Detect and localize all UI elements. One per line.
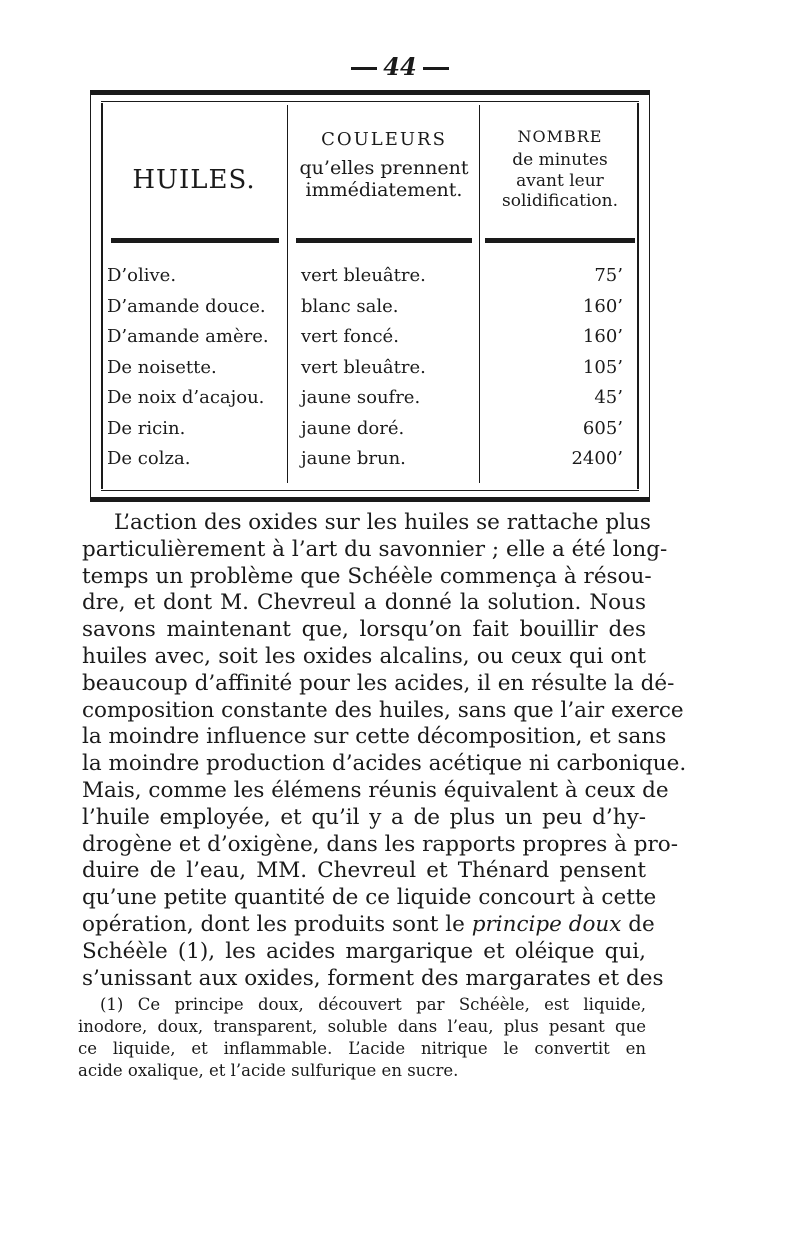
table-body bbox=[103, 265, 643, 479]
table-bottom-rule bbox=[101, 490, 639, 491]
footnote-line: acide oxalique, et l’acide sulfurique en sucre. bbox=[78, 1061, 459, 1080]
oil-name: D’amande amère. bbox=[107, 326, 269, 347]
oil-color: vert foncé. bbox=[301, 326, 399, 347]
body-line: dre, et dont M. Chevreul a donné la solution. Nous bbox=[82, 590, 646, 616]
oil-color: jaune doré. bbox=[301, 417, 405, 439]
body-line: huiles avec, soit les oxides alcalins, ou ceux qui ont bbox=[82, 643, 646, 669]
oil-minutes: 605’ bbox=[582, 417, 623, 439]
body-text-run: de bbox=[621, 911, 655, 937]
body-line: duire de l’eau, MM. Chevreul et Thénard pensent bbox=[82, 858, 646, 884]
table-row bbox=[103, 357, 643, 388]
oil-minutes: 105’ bbox=[582, 356, 623, 378]
table-row bbox=[103, 448, 643, 479]
page-number-text: 44 bbox=[383, 52, 417, 81]
body-line: qu’une petite quantité de ce liquide concourt à cette bbox=[82, 885, 657, 911]
ornament-dash-left bbox=[351, 67, 377, 70]
body-line: temps un problème que Schéèle commença à résou- bbox=[82, 563, 652, 589]
table-row bbox=[103, 296, 643, 327]
body-line: la moindre production d’acides acétique ni carbonique. bbox=[82, 751, 687, 777]
header-minutes bbox=[481, 127, 639, 211]
table-row bbox=[103, 326, 643, 357]
oil-name: De noix d’acajou. bbox=[107, 387, 265, 408]
header-minutes-line: solidification. bbox=[501, 190, 618, 211]
body-line: particulièrement à l’art du savonnier ; elle a été long- bbox=[82, 536, 668, 562]
body-line: savons maintenant que, lorsqu’on fait bouillir des bbox=[82, 617, 646, 643]
header-oils: HUILES. bbox=[132, 165, 256, 195]
body-line: la moindre influence sur cette décomposition, et sans bbox=[82, 724, 667, 750]
oil-minutes: 45’ bbox=[594, 387, 623, 408]
oil-color: jaune soufre. bbox=[301, 387, 421, 408]
header-colors bbox=[291, 129, 477, 202]
oil-name: D’amande douce. bbox=[107, 295, 266, 317]
body-paragraph bbox=[82, 510, 687, 992]
header-minutes-line: avant leur bbox=[516, 170, 604, 191]
oil-color: blanc sale. bbox=[301, 295, 399, 317]
header-rule bbox=[296, 238, 472, 243]
body-line bbox=[82, 911, 655, 939]
body-line: L’action des oxides sur les huiles se rattache plus bbox=[114, 510, 651, 535]
header-minutes-line: de minutes bbox=[512, 150, 608, 171]
oil-minutes: 160’ bbox=[582, 326, 623, 347]
body-line: drogène et d’oxigène, dans les rapports propres à pro- bbox=[82, 831, 678, 857]
table-row bbox=[103, 387, 643, 418]
table-row bbox=[103, 418, 643, 449]
page-number bbox=[0, 52, 800, 81]
oil-name: De ricin. bbox=[107, 417, 186, 439]
header-rule bbox=[485, 238, 635, 243]
footnote-line: ce liquide, et inflammable. L’acide nitrique le convertit en bbox=[78, 1039, 646, 1058]
footnote-line: (1) Ce principe doux, découvert par Schéèle, est liquide, bbox=[100, 995, 646, 1014]
oil-minutes: 160’ bbox=[582, 295, 623, 317]
italic-term-principe-doux: principe doux bbox=[471, 911, 622, 937]
oil-name: D’olive. bbox=[107, 265, 177, 286]
header-minutes-caps: NOMBRE bbox=[517, 127, 603, 146]
header-rule bbox=[111, 238, 279, 243]
oil-minutes: 75’ bbox=[594, 265, 623, 286]
ornament-dash-right bbox=[423, 67, 449, 70]
body-line: s’unissant aux oxides, forment des margarates et des bbox=[82, 965, 664, 991]
table-row bbox=[103, 265, 643, 296]
oil-color: jaune brun. bbox=[301, 448, 406, 469]
body-line: Schéèle (1), les acides margarique et oléique qui, bbox=[82, 938, 646, 964]
body-text-run: opération, dont les produits sont le bbox=[82, 911, 472, 937]
body-line: Mais, comme les élémens réunis équivalent à ceux de bbox=[82, 777, 669, 803]
footnote bbox=[78, 994, 646, 1082]
table-top-rule bbox=[101, 101, 639, 102]
footnote-line: inodore, doux, transparent, soluble dans l’eau, plus pesant que bbox=[78, 1017, 646, 1036]
body-line: l’huile employée, et qu’il y a de plus un peu d’hy- bbox=[82, 804, 646, 830]
oil-minutes: 2400’ bbox=[571, 448, 623, 469]
oil-color: vert bleuâtre. bbox=[301, 356, 426, 378]
oils-table bbox=[90, 90, 650, 502]
oil-name: De colza. bbox=[107, 448, 191, 469]
oil-color: vert bleuâtre. bbox=[301, 265, 426, 286]
body-line: composition constante des huiles, sans que l’air exerce bbox=[82, 697, 684, 723]
body-line: beaucoup d’affinité pour les acides, il en résulte la dé- bbox=[82, 670, 675, 696]
oil-name: De noisette. bbox=[107, 356, 217, 378]
header-colors-caps: COULEURS bbox=[321, 129, 447, 150]
header-colors-sub: qu’elles prennent immédiatement. bbox=[299, 156, 469, 202]
